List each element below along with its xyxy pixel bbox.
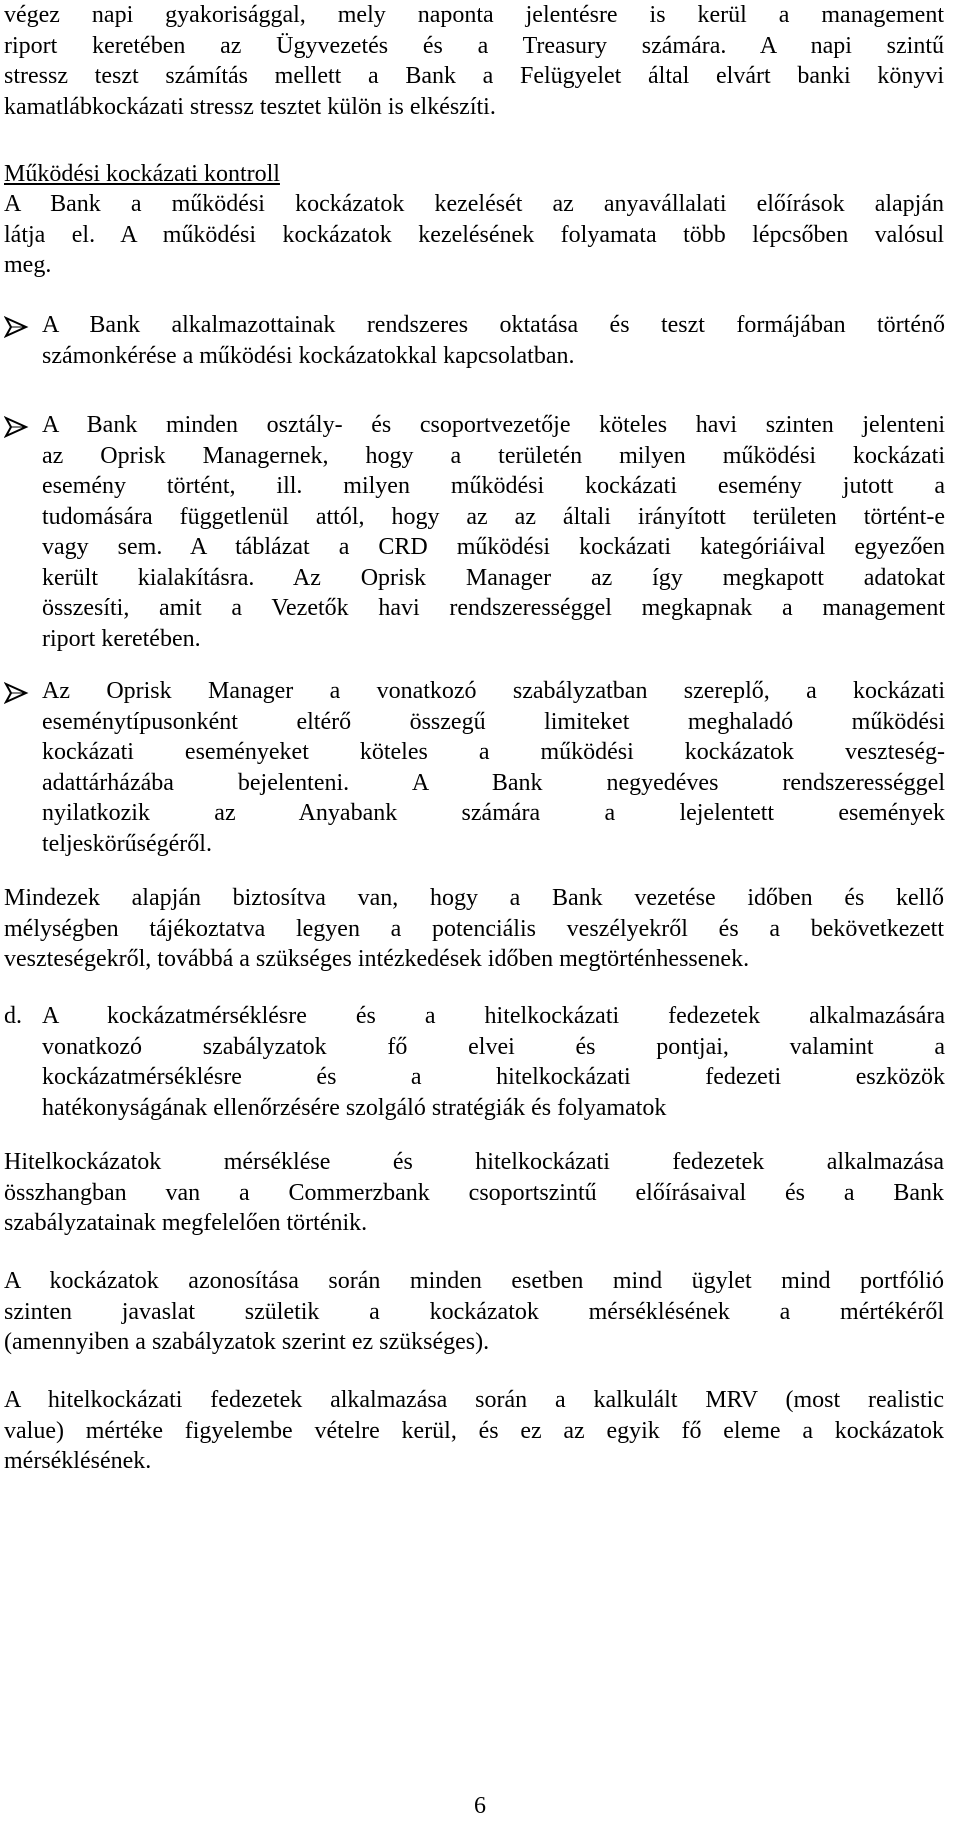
section-line: A Bank a működési kockázatok kezelését az anyavállalati előírások alapján [4, 191, 944, 217]
numbered-line: A kockázatmérséklésre és a hitelkockázati fedezetek alkalmazására [42, 1003, 945, 1029]
numbered-section-d [0, 1001, 960, 1131]
summary-paragraph [4, 883, 944, 975]
bullet-line: Az Oprisk Manager a vonatkozó szabályzatban szereplő, a kockázati [42, 678, 945, 704]
intro-line: kamatlábkockázati stressz tesztet külön is elkészíti. [4, 93, 496, 120]
intro-line: végez napi gyakorisággal, mely naponta jelentésre is kerül a management [4, 2, 944, 28]
arrowhead-bullet-icon [4, 312, 32, 342]
paragraph-line: A hitelkockázati fedezetek alkalmazása során a kalkulált MRV (most realistic [4, 1387, 944, 1413]
section-line: meg. [4, 252, 52, 278]
bullet-text [42, 310, 945, 371]
bullet-line: került kialakításra. Az Oprisk Manager az így megkapott adatokat [42, 564, 945, 591]
numbered-line: hatékonyságának ellenőrzésére szolgáló stratégiák és folyamatok [42, 1094, 667, 1121]
paragraph-line: összhangban van a Commerzbank csoportszintű előírásaival és a Bank [4, 1179, 944, 1206]
bullet-line: számonkérése a működési kockázatokkal kapcsolatban. [42, 342, 575, 369]
arrowhead-bullet-icon [4, 678, 32, 708]
intro-paragraph [4, 0, 944, 122]
section-line: látja el. A működési kockázatok kezelésének folyamata több lépcsőben valósul [4, 221, 944, 248]
bullet-line: riport keretében. [42, 625, 201, 652]
bullet-line: eseménytípusonként eltérő összegű limiteket meghaladó működési [42, 708, 945, 735]
arrowhead-bullet-icon [4, 412, 32, 442]
paragraph-line: Hitelkockázatok mérséklése és hitelkockázati fedezetek alkalmazása [4, 1149, 944, 1175]
intro-line: riport keretében az Ügyvezetés és a Treasury számára. A napi szintű [4, 32, 944, 59]
bullet-line: kockázati eseményeket köteles a működési kockázatok veszteség- [42, 739, 945, 765]
intro-line: stressz teszt számítás mellett a Bank a Felügyelet által elvárt banki könyvi [4, 63, 944, 89]
paragraph-line: A kockázatok azonosítása során minden esetben mind ügylet mind portfólió [4, 1268, 944, 1294]
bullet-text [42, 676, 945, 859]
summary-line: mélységben tájékoztatva legyen a potenciális veszélyekről és a bekövetkezett [4, 915, 944, 942]
paragraph-line: mérséklésének. [4, 1448, 152, 1474]
bullet-line: tudomására függetlenül attól, hogy az az általi irányított területen történt-e [42, 503, 945, 530]
summary-line: Mindezek alapján biztosítva van, hogy a Bank vezetése időben és kellő [4, 885, 944, 911]
bullet-line: vagy sem. A táblázat a CRD működési kockázati kategóriáival egyezően [42, 534, 945, 560]
paragraph-mrv [4, 1385, 944, 1477]
section-heading-text: Működési kockázati kontroll [4, 161, 280, 187]
section-number: d. [4, 1003, 22, 1029]
paragraph-line: value) mértéke figyelembe vételre kerül, és ez az egyik fő eleme a kockázatok [4, 1417, 944, 1444]
bullet-line: nyilatkozik az Anyabank számára a lejelentett események [42, 800, 945, 826]
numbered-line: kockázatmérséklésre és a hitelkockázati fedezeti eszközök [42, 1064, 945, 1090]
bullet-line: A Bank minden osztály- és csoportvezetője köteles havi szinten jelenteni [42, 412, 945, 438]
section-heading [4, 159, 280, 190]
bullet-line: teljeskörűségéről. [42, 830, 212, 857]
bullet-line: adattárházába bejelenteni. A Bank negyedéves rendszerességgel [42, 769, 945, 796]
summary-line: veszteségekről, továbbá a szükséges intézkedések időben megtörténhessenek. [4, 946, 750, 972]
bullet-line: esemény történt, ill. milyen működési kockázati esemény jutott a [42, 473, 945, 499]
bullet-line: az Oprisk Managernek, hogy a területén milyen működési kockázati [42, 442, 945, 469]
paragraph-hitelkockazatok [4, 1147, 944, 1239]
bullet-line: összesíti, amit a Vezetők havi rendszerességgel megkapnak a management [42, 595, 945, 621]
paragraph-line: (amennyiben a szabályzatok szerint ez szükséges). [4, 1329, 490, 1355]
bullet-line: A Bank alkalmazottainak rendszeres oktatása és teszt formájában történő [42, 312, 945, 338]
section-paragraph [4, 189, 944, 281]
numbered-line: vonatkozó szabályzatok fő elvei és pontjai, valamint a [42, 1033, 945, 1060]
numbered-section-text [42, 1001, 945, 1123]
bullet-text [42, 410, 945, 654]
paragraph-line: szabályzatainak megfelelően történik. [4, 1210, 368, 1236]
page-number: 6 [474, 1793, 486, 1819]
paragraph-line: szinten javaslat születik a kockázatok mérséklésének a mértékéről [4, 1298, 944, 1325]
paragraph-azonositas [4, 1266, 944, 1358]
